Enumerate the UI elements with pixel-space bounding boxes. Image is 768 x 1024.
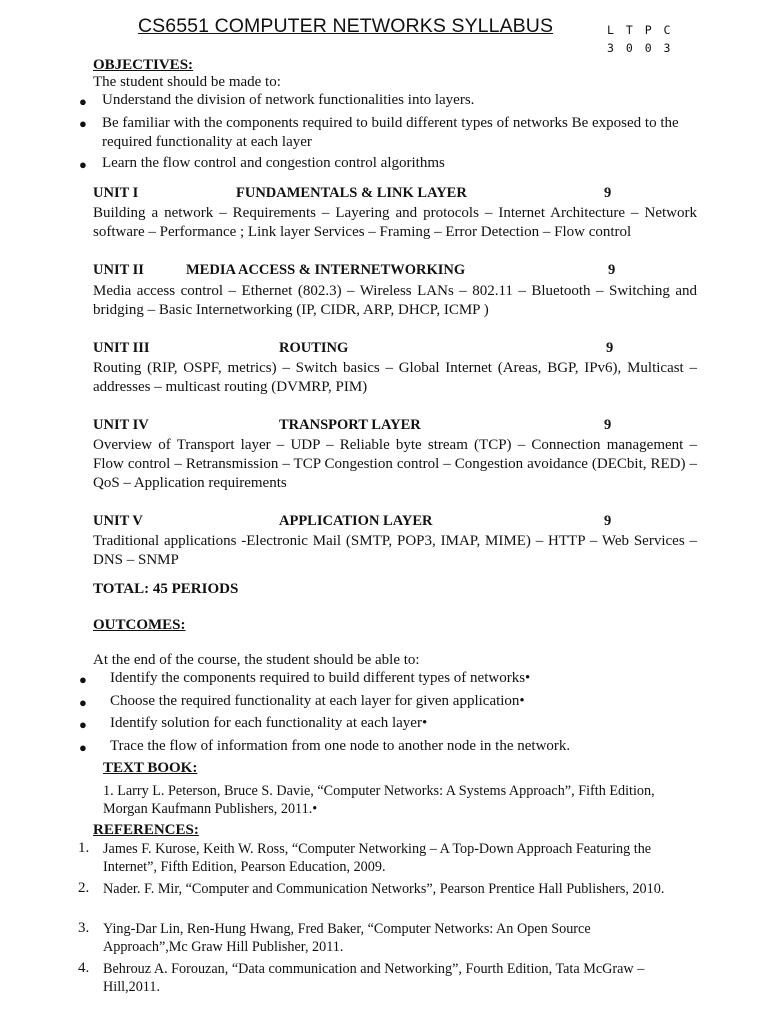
unit-code: UNIT II <box>93 262 144 278</box>
objectives-heading: OBJECTIVES: <box>93 57 194 73</box>
unit-code: UNIT I <box>93 185 139 201</box>
bullet-icon: ● <box>79 717 87 732</box>
objective-item: Learn the flow control and congestion control algorithms <box>102 155 445 171</box>
reference-entry: Ying-Dar Lin, Ren-Hung Hwang, Fred Baker, “Computer Networks: An Open Source Approach”,Mc Graw Hill Publisher, 2011. <box>103 921 591 955</box>
unit-header <box>93 417 713 436</box>
unit-title: APPLICATION LAYER <box>279 513 433 529</box>
unit-hours: 9 <box>604 513 612 529</box>
outcome-item: Identify the components required to build different types of networks• <box>110 670 531 686</box>
objective-item: Understand the division of network functionalities into layers. <box>102 92 475 108</box>
reference-number: 1. <box>78 840 90 856</box>
reference-entry: James F. Kurose, Keith W. Ross, “Computer Networking – A Top-Down Approach Featuring the Internet”, Fifth Edition, Pearson Education, 2009. <box>103 841 652 875</box>
references-heading: REFERENCES: <box>93 822 199 838</box>
outcomes-intro: At the end of the course, the student should be able to: <box>93 652 420 668</box>
document-title: CS6551 COMPUTER NETWORKS SYLLABUS <box>138 15 554 37</box>
unit-header <box>93 262 713 281</box>
total-periods: TOTAL: 45 PERIODS <box>93 581 239 597</box>
unit-code: UNIT IV <box>93 417 149 433</box>
unit-hours: 9 <box>604 185 612 201</box>
unit-hours: 9 <box>604 417 612 433</box>
bullet-icon: ● <box>79 157 87 172</box>
bullet-icon: ● <box>79 695 87 710</box>
reference-entry: Behrouz A. Forouzan, “Data communication and Networking”, Fourth Edition, Tata McGraw – Hill,2011. <box>103 961 645 995</box>
unit-content: Building a network – Requirements – Layering and protocols – Internet Architecture – Network software – Performance ; Link layer Services – Framing – Error Detection – Flow control <box>93 205 697 240</box>
objectives-intro: The student should be made to: <box>93 74 281 90</box>
textbook-heading: TEXT BOOK: <box>103 760 198 776</box>
unit-hours: 9 <box>608 262 616 278</box>
reference-number: 3. <box>78 920 90 936</box>
bullet-icon: ● <box>79 740 87 755</box>
unit-content: Overview of Transport layer – UDP – Reliable byte stream (TCP) – Connection management – Flow control – Retransmission – TCP Congestion control – Congestion avoidance (DECbit, RED) – QoS – Application requirements <box>93 437 697 491</box>
objective-item: Be familiar with the components required to build different types of networks Be exposed to the required functionality at each layer <box>102 115 679 150</box>
ltpc-values: 3 0 0 3 <box>607 41 673 55</box>
unit-content: Media access control – Ethernet (802.3) – Wireless LANs – 802.11 – Bluetooth – Switching and bridging – Basic Internetworking (IP, CIDR, ARP, DHCP, ICMP ) <box>93 283 697 318</box>
textbook-entry: 1. Larry L. Peterson, Bruce S. Davie, “Computer Networks: A Systems Approach”, Fifth Edition, Morgan Kaufmann Publishers, 2011.• <box>103 783 655 817</box>
unit-header <box>93 340 713 359</box>
unit-title: FUNDAMENTALS & LINK LAYER <box>236 185 467 201</box>
unit-title: MEDIA ACCESS & INTERNETWORKING <box>186 262 466 278</box>
reference-number: 2. <box>78 880 90 896</box>
unit-hours: 9 <box>606 340 614 356</box>
outcome-item: Identify solution for each functionality at each layer• <box>110 715 428 731</box>
outcome-item: Trace the flow of information from one node to another node in the network. <box>110 738 571 754</box>
ltpc-letters: L T P C <box>607 23 673 37</box>
reference-entry: Nader. F. Mir, “Computer and Communication Networks”, Pearson Prentice Hall Publishers, 2010. <box>103 881 665 897</box>
unit-code: UNIT III <box>93 340 150 356</box>
bullet-icon: ● <box>79 672 87 687</box>
unit-title: ROUTING <box>279 340 349 356</box>
bullet-icon: ● <box>79 94 87 109</box>
outcomes-heading: OUTCOMES: <box>93 617 186 633</box>
unit-content: Routing (RIP, OSPF, metrics) – Switch basics – Global Internet (Areas, BGP, IPv6), Multicast – addresses – multicast routing (DVMRP, PIM) <box>93 360 697 395</box>
outcome-item: Choose the required functionality at each layer for given application• <box>110 693 525 709</box>
unit-header <box>93 513 713 532</box>
unit-code: UNIT V <box>93 513 143 529</box>
bullet-icon: ● <box>79 116 87 131</box>
reference-number: 4. <box>78 960 90 976</box>
unit-title: TRANSPORT LAYER <box>279 417 421 433</box>
unit-content: Traditional applications -Electronic Mail (SMTP, POP3, IMAP, MIME) – HTTP – Web Services – DNS – SNMP <box>93 533 697 568</box>
unit-header <box>93 185 713 204</box>
